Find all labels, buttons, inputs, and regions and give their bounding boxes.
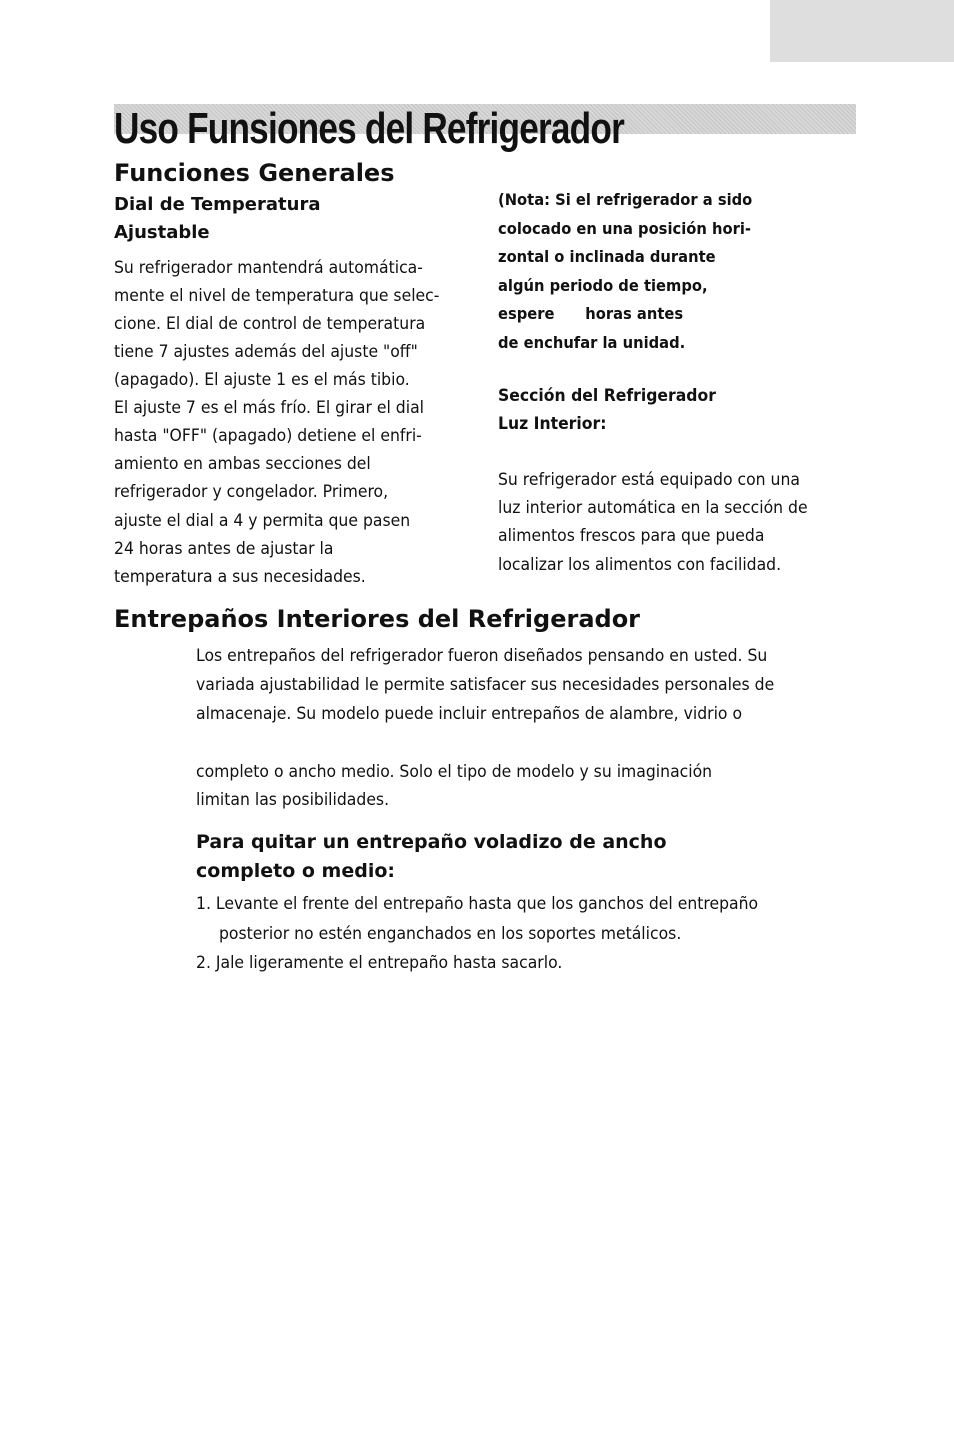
shelves-text-line: variada ajustabilidad le permite satisfacer sus necesidades personales de [196, 675, 775, 695]
shelves-heading: Entrepaños Interiores del Refrigerador [114, 605, 641, 633]
clipped-text-fragment [196, 730, 616, 738]
dial-text-line: refrigerador y congelador. Primero, [114, 482, 389, 502]
general-functions-heading: Funciones Generales [114, 159, 395, 187]
dial-text-line: 24 horas antes de ajustar la [114, 539, 334, 559]
shelves-text-line: limitan las posibilidades. [196, 790, 390, 810]
note-line: espere horas antes [498, 304, 684, 323]
remove-step-1-continued: posterior no estén enganchados en los soportes metálicos. [219, 924, 682, 944]
remove-shelf-heading-line-2: completo o medio: [196, 860, 395, 882]
dial-heading-line-2: Ajustable [114, 222, 210, 243]
dial-heading-line-1: Dial de Temperatura [114, 194, 321, 215]
dial-text-line: ajuste el dial a 4 y permita que pasen [114, 511, 411, 531]
remove-step-2: 2. Jale ligeramente el entrepaño hasta sacarlo. [196, 953, 563, 973]
dial-text-line: (apagado). El ajuste 1 es el más tibio. [114, 370, 410, 390]
remove-shelf-heading-line-1: Para quitar un entrepaño voladizo de ancho [196, 831, 667, 853]
dial-text-line: temperatura a sus necesidades. [114, 567, 366, 587]
dial-text-line: hasta "OFF" (apagado) detiene el enfri- [114, 426, 422, 446]
dial-text-line: Su refrigerador mantendrá automática- [114, 258, 423, 278]
light-text-line: luz interior automática en la sección de [498, 498, 808, 518]
dial-text-line: mente el nivel de temperatura que selec- [114, 286, 440, 306]
remove-step-1: 1. Levante el frente del entrepaño hasta que los ganchos del entrepaño [196, 894, 759, 914]
light-text-line: localizar los alimentos con facilidad. [498, 555, 782, 575]
shelves-text-line: Los entrepaños del refrigerador fueron diseñados pensando en usted. Su [196, 646, 768, 666]
light-text-line: alimentos frescos para que pueda [498, 526, 765, 546]
note-line: zontal o inclinada durante [498, 247, 716, 266]
dial-text-line: El ajuste 7 es el más frío. El girar el dial [114, 398, 425, 418]
note-line: (Nota: Si el refrigerador a sido [498, 190, 753, 209]
dial-text-line: amiento en ambas secciones del [114, 454, 371, 474]
light-heading-line-2: Luz Interior: [498, 414, 607, 434]
shelves-text-line: almacenaje. Su modelo puede incluir entrepaños de alambre, vidrio o [196, 704, 743, 724]
light-text-line: Su refrigerador está equipado con una [498, 470, 800, 490]
page-title: Uso Funsiones del Refrigerador [114, 104, 624, 153]
note-line: de enchufar la unidad. [498, 333, 686, 352]
dial-text-line: cione. El dial de control de temperatura [114, 314, 426, 334]
page-corner-tab [770, 0, 954, 62]
note-line: algún periodo de tiempo, [498, 276, 708, 295]
dial-text-line: tiene 7 ajustes además del ajuste "off" [114, 342, 418, 362]
note-line: colocado en una posición hori- [498, 219, 751, 238]
shelves-text-line: completo o ancho medio. Solo el tipo de modelo y su imaginación [196, 762, 713, 782]
light-heading-line-1: Sección del Refrigerador [498, 386, 716, 406]
